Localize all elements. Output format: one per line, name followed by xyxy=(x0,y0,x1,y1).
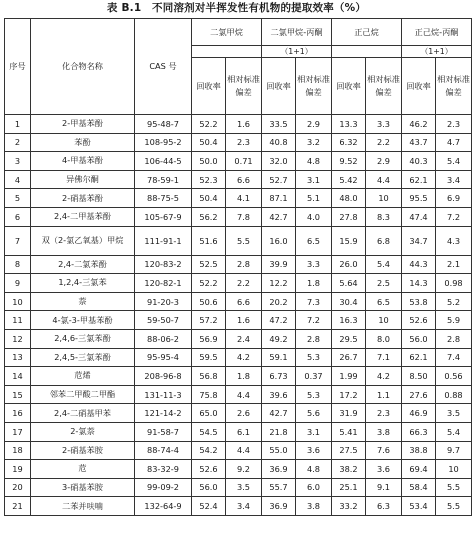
rsd-value: 4.2 xyxy=(366,367,402,386)
recovery-value: 6.73 xyxy=(262,367,296,386)
recovery-value: 9.52 xyxy=(332,152,366,171)
table-row xyxy=(5,367,472,386)
rsd-header: 相对标准偏差 xyxy=(296,58,332,115)
rsd-value: 5.4 xyxy=(436,422,472,441)
rsd-value: 2.3 xyxy=(436,115,472,134)
recovery-value: 46.9 xyxy=(402,404,436,423)
rsd-value: 5.2 xyxy=(436,292,472,311)
rsd-value: 6.5 xyxy=(366,292,402,311)
rsd-value: 2.1 xyxy=(436,255,472,274)
recovery-value: 32.0 xyxy=(262,152,296,171)
rsd-value: 5.4 xyxy=(436,152,472,171)
cas-number: 208-96-8 xyxy=(135,367,192,386)
recovery-value: 49.2 xyxy=(262,329,296,348)
rsd-value: 4.8 xyxy=(296,152,332,171)
rsd-value: 7.2 xyxy=(436,207,472,226)
compound-name: 双（2-氯乙氧基）甲烷 xyxy=(31,226,135,255)
recovery-value: 38.8 xyxy=(402,441,436,460)
compound-name: 4-甲基苯酚 xyxy=(31,152,135,171)
recovery-value: 62.1 xyxy=(402,170,436,189)
recovery-value: 34.7 xyxy=(402,226,436,255)
rsd-value: 0.37 xyxy=(296,367,332,386)
recovery-value: 62.1 xyxy=(402,348,436,367)
rsd-value: 5.5 xyxy=(436,497,472,516)
row-index: 2 xyxy=(5,133,31,152)
rsd-header: 相对标准偏差 xyxy=(366,58,402,115)
rsd-value: 4.4 xyxy=(366,170,402,189)
table-row xyxy=(5,226,472,255)
row-index: 3 xyxy=(5,152,31,171)
cas-number: 59-50-7 xyxy=(135,311,192,330)
recovery-value: 16.3 xyxy=(332,311,366,330)
recovery-value: 59.5 xyxy=(192,348,226,367)
recovery-value: 30.4 xyxy=(332,292,366,311)
recovery-value: 52.5 xyxy=(192,255,226,274)
recovery-value: 13.3 xyxy=(332,115,366,134)
index-header: 序号 xyxy=(5,19,31,115)
row-index: 1 xyxy=(5,115,31,134)
recovery-value: 5.41 xyxy=(332,422,366,441)
rsd-value: 2.5 xyxy=(366,274,402,293)
table-row xyxy=(5,404,472,423)
rsd-value: 4.2 xyxy=(226,348,262,367)
recovery-value: 52.2 xyxy=(192,115,226,134)
compound-name: 2-硝基苯胺 xyxy=(31,441,135,460)
rsd-value: 10 xyxy=(436,460,472,479)
rsd-value: 1.8 xyxy=(226,367,262,386)
rsd-value: 3.1 xyxy=(296,170,332,189)
row-index: 6 xyxy=(5,207,31,226)
table-row xyxy=(5,292,472,311)
cas-number: 91-58-7 xyxy=(135,422,192,441)
rsd-value: 7.4 xyxy=(436,348,472,367)
table-row xyxy=(5,441,472,460)
table-row xyxy=(5,311,472,330)
rsd-value: 4.0 xyxy=(296,207,332,226)
row-index: 4 xyxy=(5,170,31,189)
rsd-value: 2.2 xyxy=(366,133,402,152)
compound-name: 2-硝基苯酚 xyxy=(31,189,135,208)
recovery-value: 20.2 xyxy=(262,292,296,311)
group-header-hexane-acetone: 正己烷-丙酮 xyxy=(402,19,472,46)
rsd-value: 2.9 xyxy=(366,152,402,171)
cas-number: 83-32-9 xyxy=(135,460,192,479)
recovery-value: 56.8 xyxy=(192,367,226,386)
recovery-value: 59.1 xyxy=(262,348,296,367)
rsd-value: 5.3 xyxy=(296,385,332,404)
table-row xyxy=(5,152,472,171)
recovery-value: 52.2 xyxy=(192,274,226,293)
row-index: 20 xyxy=(5,478,31,497)
table-row xyxy=(5,348,472,367)
compound-name: 4-氯-3-甲基苯酚 xyxy=(31,311,135,330)
recovery-value: 50.4 xyxy=(192,133,226,152)
rsd-value: 6.8 xyxy=(366,226,402,255)
table-row xyxy=(5,189,472,208)
recovery-value: 56.0 xyxy=(192,478,226,497)
rsd-value: 7.8 xyxy=(226,207,262,226)
cas-number: 121-14-2 xyxy=(135,404,192,423)
rsd-value: 5.5 xyxy=(226,226,262,255)
row-index: 9 xyxy=(5,274,31,293)
rsd-value: 10 xyxy=(366,189,402,208)
rsd-value: 2.3 xyxy=(366,404,402,423)
cas-number: 91-20-3 xyxy=(135,292,192,311)
row-index: 17 xyxy=(5,422,31,441)
recovery-value: 6.32 xyxy=(332,133,366,152)
cas-number: 111-91-1 xyxy=(135,226,192,255)
row-index: 8 xyxy=(5,255,31,274)
rsd-value: 4.1 xyxy=(226,189,262,208)
cas-number: 88-74-4 xyxy=(135,441,192,460)
recovery-value: 58.4 xyxy=(402,478,436,497)
rsd-value: 3.2 xyxy=(296,133,332,152)
rsd-value: 5.4 xyxy=(366,255,402,274)
compound-name: 苯酚 xyxy=(31,133,135,152)
row-index: 18 xyxy=(5,441,31,460)
cas-number: 120-83-2 xyxy=(135,255,192,274)
recovery-value: 33.2 xyxy=(332,497,366,516)
compound-name: 2,4,6-三氯苯酚 xyxy=(31,329,135,348)
compound-name: 2,4-二氯苯酚 xyxy=(31,255,135,274)
compound-name: 萘 xyxy=(31,292,135,311)
row-index: 11 xyxy=(5,311,31,330)
recovery-value: 50.6 xyxy=(192,292,226,311)
group-header-hexane: 正己烷 xyxy=(332,19,402,46)
rsd-value: 4.4 xyxy=(226,441,262,460)
group-ratio xyxy=(332,46,402,58)
table-row xyxy=(5,115,472,134)
rsd-value: 10 xyxy=(366,311,402,330)
compound-name: 2-氯萘 xyxy=(31,422,135,441)
rsd-value: 2.8 xyxy=(436,329,472,348)
recovery-value: 65.0 xyxy=(192,404,226,423)
rsd-value: 2.6 xyxy=(226,404,262,423)
recovery-value: 5.42 xyxy=(332,170,366,189)
table-row xyxy=(5,207,472,226)
table-row xyxy=(5,478,472,497)
recovery-value: 50.0 xyxy=(192,152,226,171)
rsd-value: 3.4 xyxy=(436,170,472,189)
recovery-value: 42.7 xyxy=(262,207,296,226)
compound-name-header: 化合物名称 xyxy=(31,19,135,115)
recovery-value: 5.64 xyxy=(332,274,366,293)
group-ratio xyxy=(192,46,262,58)
compound-name: 邻苯二甲酸二甲酯 xyxy=(31,385,135,404)
recovery-value: 21.8 xyxy=(262,422,296,441)
rsd-value: 1.6 xyxy=(226,311,262,330)
rsd-value: 3.8 xyxy=(296,497,332,516)
rsd-value: 4.8 xyxy=(296,460,332,479)
recovery-value: 56.2 xyxy=(192,207,226,226)
group-header-dichloromethane-acetone: 二氯甲烷-丙酮 xyxy=(262,19,332,46)
rsd-value: 5.3 xyxy=(296,348,332,367)
recovery-value: 43.7 xyxy=(402,133,436,152)
recovery-value: 12.2 xyxy=(262,274,296,293)
recovery-value: 1.99 xyxy=(332,367,366,386)
recovery-value: 50.4 xyxy=(192,189,226,208)
compound-name: 1,2,4-三氯苯 xyxy=(31,274,135,293)
recovery-header: 回收率 xyxy=(262,58,296,115)
recovery-value: 29.5 xyxy=(332,329,366,348)
recovery-value: 31.9 xyxy=(332,404,366,423)
recovery-value: 51.6 xyxy=(192,226,226,255)
recovery-value: 53.8 xyxy=(402,292,436,311)
group-ratio: （1+1） xyxy=(402,46,472,58)
recovery-value: 44.3 xyxy=(402,255,436,274)
rsd-value: 1.8 xyxy=(296,274,332,293)
recovery-value: 87.1 xyxy=(262,189,296,208)
rsd-value: 9.7 xyxy=(436,441,472,460)
recovery-value: 75.8 xyxy=(192,385,226,404)
recovery-value: 38.2 xyxy=(332,460,366,479)
table-row xyxy=(5,385,472,404)
rsd-value: 2.8 xyxy=(296,329,332,348)
recovery-value: 15.9 xyxy=(332,226,366,255)
recovery-value: 27.6 xyxy=(402,385,436,404)
rsd-value: 2.2 xyxy=(226,274,262,293)
cas-number: 132-64-9 xyxy=(135,497,192,516)
rsd-header: 相对标准偏差 xyxy=(436,58,472,115)
compound-name: 2,4-二甲基苯酚 xyxy=(31,207,135,226)
rsd-value: 2.4 xyxy=(226,329,262,348)
recovery-value: 52.6 xyxy=(402,311,436,330)
cas-number: 120-82-1 xyxy=(135,274,192,293)
row-index: 5 xyxy=(5,189,31,208)
compound-name: 2,4,5-三氯苯酚 xyxy=(31,348,135,367)
cas-number: 88-75-5 xyxy=(135,189,192,208)
recovery-value: 42.7 xyxy=(262,404,296,423)
extraction-efficiency-table xyxy=(4,18,472,516)
rsd-value: 0.98 xyxy=(436,274,472,293)
recovery-value: 14.3 xyxy=(402,274,436,293)
group-ratio: （1+1） xyxy=(262,46,332,58)
compound-name: 异佛尔酮 xyxy=(31,170,135,189)
recovery-value: 46.2 xyxy=(402,115,436,134)
rsd-value: 5.1 xyxy=(296,189,332,208)
recovery-value: 47.4 xyxy=(402,207,436,226)
recovery-value: 66.3 xyxy=(402,422,436,441)
rsd-value: 8.3 xyxy=(366,207,402,226)
recovery-value: 26.0 xyxy=(332,255,366,274)
row-index: 14 xyxy=(5,367,31,386)
compound-name: 3-硝基苯胺 xyxy=(31,478,135,497)
row-index: 7 xyxy=(5,226,31,255)
rsd-value: 6.9 xyxy=(436,189,472,208)
recovery-value: 36.9 xyxy=(262,497,296,516)
rsd-value: 3.1 xyxy=(296,422,332,441)
rsd-value: 5.6 xyxy=(296,404,332,423)
rsd-value: 3.6 xyxy=(296,441,332,460)
row-index: 19 xyxy=(5,460,31,479)
rsd-value: 8.0 xyxy=(366,329,402,348)
recovery-value: 52.4 xyxy=(192,497,226,516)
recovery-value: 27.8 xyxy=(332,207,366,226)
recovery-value: 33.5 xyxy=(262,115,296,134)
cas-number: 88-06-2 xyxy=(135,329,192,348)
recovery-value: 47.2 xyxy=(262,311,296,330)
recovery-value: 39.9 xyxy=(262,255,296,274)
rsd-value: 3.3 xyxy=(296,255,332,274)
table-row xyxy=(5,329,472,348)
rsd-value: 9.2 xyxy=(226,460,262,479)
recovery-value: 26.7 xyxy=(332,348,366,367)
recovery-header: 回收率 xyxy=(192,58,226,115)
recovery-header: 回收率 xyxy=(332,58,366,115)
rsd-value: 5.9 xyxy=(436,311,472,330)
recovery-value: 53.4 xyxy=(402,497,436,516)
rsd-value: 6.6 xyxy=(226,170,262,189)
rsd-value: 3.5 xyxy=(226,478,262,497)
cas-number: 106-44-5 xyxy=(135,152,192,171)
recovery-value: 52.7 xyxy=(262,170,296,189)
recovery-value: 54.2 xyxy=(192,441,226,460)
row-index: 12 xyxy=(5,329,31,348)
rsd-value: 6.3 xyxy=(366,497,402,516)
rsd-value: 3.6 xyxy=(366,460,402,479)
recovery-value: 48.0 xyxy=(332,189,366,208)
recovery-value: 57.2 xyxy=(192,311,226,330)
compound-name: 2-甲基苯酚 xyxy=(31,115,135,134)
rsd-value: 6.5 xyxy=(296,226,332,255)
recovery-value: 16.0 xyxy=(262,226,296,255)
table-header xyxy=(5,19,472,115)
table-row xyxy=(5,422,472,441)
recovery-value: 56.0 xyxy=(402,329,436,348)
rsd-value: 3.8 xyxy=(366,422,402,441)
rsd-value: 4.4 xyxy=(226,385,262,404)
rsd-value: 3.4 xyxy=(226,497,262,516)
recovery-value: 55.7 xyxy=(262,478,296,497)
rsd-value: 7.1 xyxy=(366,348,402,367)
rsd-value: 1.1 xyxy=(366,385,402,404)
recovery-header: 回收率 xyxy=(402,58,436,115)
recovery-value: 52.3 xyxy=(192,170,226,189)
cas-header: CAS 号 xyxy=(135,19,192,115)
cas-number: 95-48-7 xyxy=(135,115,192,134)
table-row xyxy=(5,170,472,189)
table-caption: 表 B.1 不同溶剂对半挥发性有机物的提取效率（%） xyxy=(106,2,367,14)
row-index: 15 xyxy=(5,385,31,404)
recovery-value: 25.1 xyxy=(332,478,366,497)
compound-name: 苊 xyxy=(31,460,135,479)
rsd-value: 7.6 xyxy=(366,441,402,460)
recovery-value: 39.6 xyxy=(262,385,296,404)
cas-number: 95-95-4 xyxy=(135,348,192,367)
table-row xyxy=(5,460,472,479)
cas-number: 105-67-9 xyxy=(135,207,192,226)
rsd-value: 9.1 xyxy=(366,478,402,497)
compound-name: 苊烯 xyxy=(31,367,135,386)
row-index: 21 xyxy=(5,497,31,516)
cas-number: 78-59-1 xyxy=(135,170,192,189)
rsd-value: 6.1 xyxy=(226,422,262,441)
rsd-header: 相对标准偏差 xyxy=(226,58,262,115)
recovery-value: 95.5 xyxy=(402,189,436,208)
rsd-value: 4.7 xyxy=(436,133,472,152)
rsd-value: 6.0 xyxy=(296,478,332,497)
rsd-value: 0.88 xyxy=(436,385,472,404)
rsd-value: 3.3 xyxy=(366,115,402,134)
table-row xyxy=(5,497,472,516)
recovery-value: 56.9 xyxy=(192,329,226,348)
table-row xyxy=(5,133,472,152)
rsd-value: 3.5 xyxy=(436,404,472,423)
cas-number: 108-95-2 xyxy=(135,133,192,152)
cas-number: 99-09-2 xyxy=(135,478,192,497)
recovery-value: 36.9 xyxy=(262,460,296,479)
rsd-value: 7.3 xyxy=(296,292,332,311)
rsd-value: 1.6 xyxy=(226,115,262,134)
recovery-value: 8.50 xyxy=(402,367,436,386)
recovery-value: 17.2 xyxy=(332,385,366,404)
rsd-value: 0.71 xyxy=(226,152,262,171)
table-body xyxy=(5,115,472,516)
rsd-value: 5.5 xyxy=(436,478,472,497)
recovery-value: 69.4 xyxy=(402,460,436,479)
rsd-value: 4.3 xyxy=(436,226,472,255)
rsd-value: 6.6 xyxy=(226,292,262,311)
recovery-value: 40.8 xyxy=(262,133,296,152)
row-index: 16 xyxy=(5,404,31,423)
rsd-value: 0.56 xyxy=(436,367,472,386)
group-header-dichloromethane: 二氯甲烷 xyxy=(192,19,262,46)
rsd-value: 2.3 xyxy=(226,133,262,152)
row-index: 10 xyxy=(5,292,31,311)
recovery-value: 52.6 xyxy=(192,460,226,479)
cas-number: 131-11-3 xyxy=(135,385,192,404)
recovery-value: 40.3 xyxy=(402,152,436,171)
table-row xyxy=(5,274,472,293)
table-row xyxy=(5,255,472,274)
recovery-value: 54.5 xyxy=(192,422,226,441)
recovery-value: 27.5 xyxy=(332,441,366,460)
rsd-value: 2.9 xyxy=(296,115,332,134)
compound-name: 2,4-二硝基甲苯 xyxy=(31,404,135,423)
compound-name: 二苯并呋喃 xyxy=(31,497,135,516)
rsd-value: 7.2 xyxy=(296,311,332,330)
recovery-value: 55.0 xyxy=(262,441,296,460)
row-index: 13 xyxy=(5,348,31,367)
rsd-value: 2.8 xyxy=(226,255,262,274)
